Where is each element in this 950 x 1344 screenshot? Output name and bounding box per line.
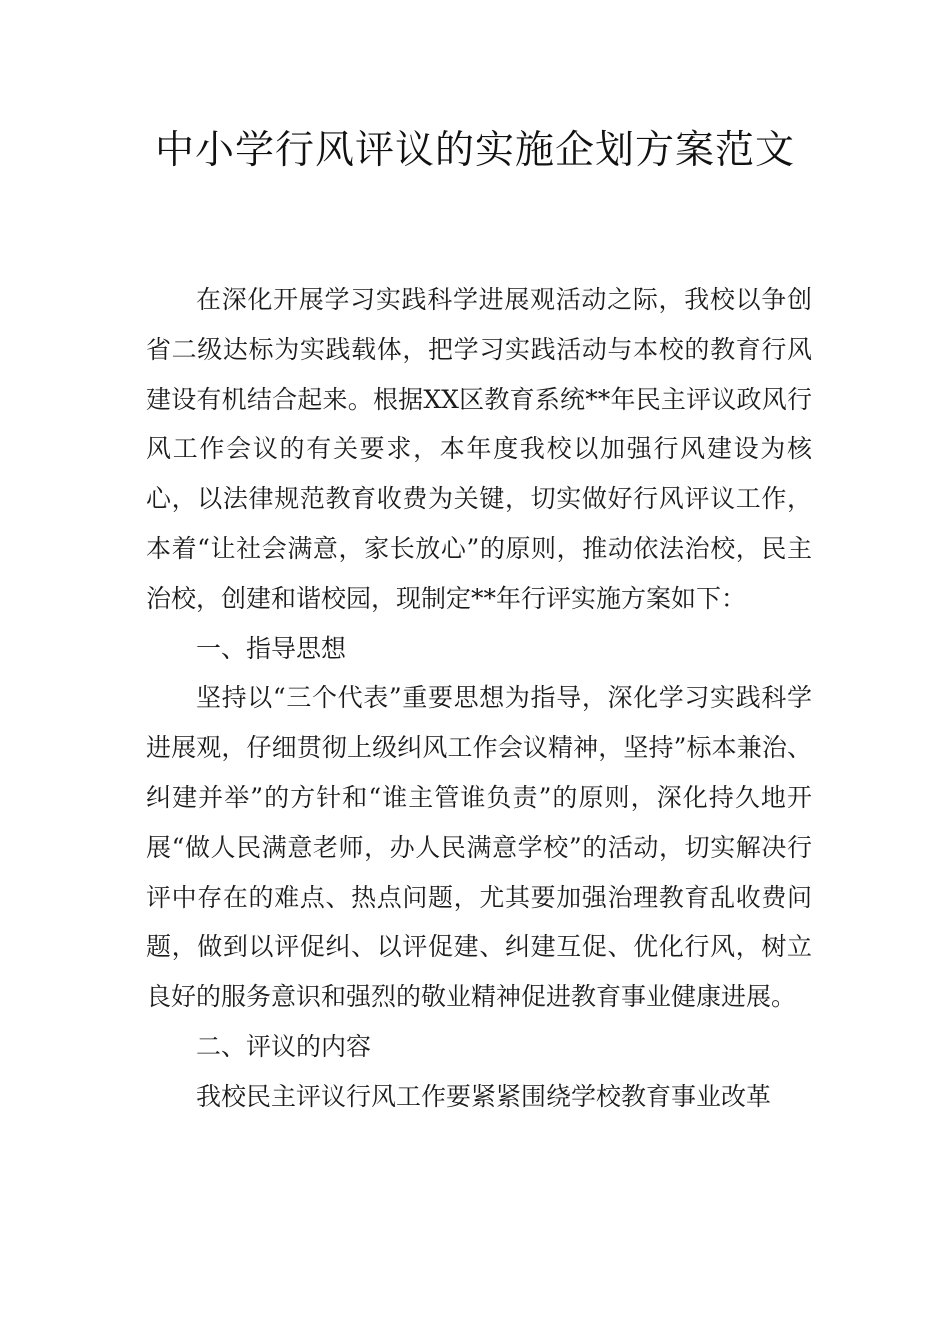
document-title: 中小学行风评议的实施企划方案范文 <box>154 128 795 173</box>
paragraph-intro: 在深化开展学习实践科学进展观活动之际，我校以争创省二级达标为实践载体，把学习实践活动与本校的教育行风建设有机结合起来。根据XX区教育系统**年民主评议政风行风工作会议的有关要求，本年度我校以加强行风建设为核心，以法律规范教育收费为关键，切实做好行风评议工作，本着“让社会满意，家长放心”的原则，推动依法治校，民主治校，创建和谐校园，现制定**年行评实施方案如下： <box>146 285 812 613</box>
paragraph-evaluation-content: 我校民主评议行风工作要紧紧围绕学校教育事业改革 <box>196 1081 772 1111</box>
section-heading-guiding-ideology: 一、指导思想 <box>196 633 347 663</box>
paragraph-guiding-ideology: 坚持以“三个代表”重要思想为指导，深化学习实践科学进展观，仔细贯彻上级纠风工作会议精神，坚持”标本兼治、纠建并举”的方针和“谁主管谁负责”的原则，深化持久地开展“做人民满意老师，办人民满意学校”的活动，切实解决行评中存在的难点、热点问题，尤其要加强治理教育乱收费问题，做到以评促纠、以评促建、纠建互促、优化行风，树立良好的服务意识和强烈的敬业精神促进教育事业健康进展。 <box>146 683 812 1012</box>
document-body <box>146 275 812 1122</box>
section-heading-evaluation-content: 二、评议的内容 <box>196 1031 372 1061</box>
